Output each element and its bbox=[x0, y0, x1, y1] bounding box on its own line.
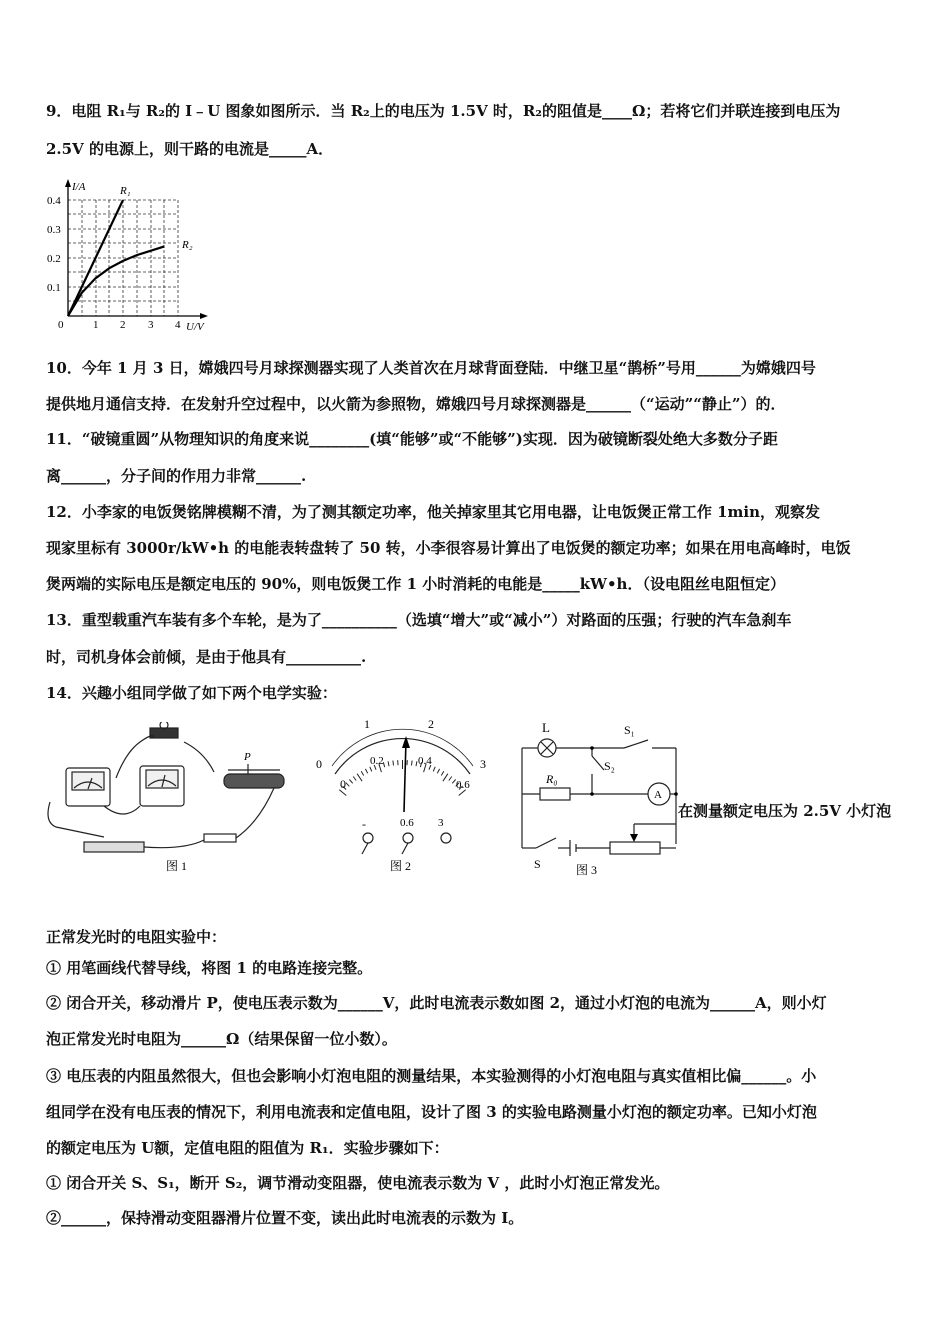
dial-tick bbox=[412, 761, 413, 766]
dial-tick bbox=[357, 774, 362, 782]
inner-scale: 0 bbox=[340, 777, 346, 791]
needle bbox=[404, 740, 406, 812]
y-tick: 0.3 bbox=[47, 224, 61, 236]
dial-tick bbox=[346, 783, 349, 787]
y-axis-label: I/A bbox=[72, 181, 86, 193]
y-tick: 0.1 bbox=[47, 282, 61, 294]
dial-tick bbox=[349, 780, 352, 784]
dial-tick bbox=[433, 767, 435, 772]
switch bbox=[204, 834, 236, 842]
figure-1-caption: 图 1 bbox=[166, 859, 188, 873]
dial-tick bbox=[361, 771, 364, 775]
q14-s1: ① 用笔画线代替导线，将图 1 的电路连接完整。 bbox=[46, 959, 373, 977]
x-tick: 3 bbox=[148, 319, 154, 331]
figure-3-caption: 图 3 bbox=[576, 863, 598, 877]
q12-line2: 现家里标有 3000r/kW•h 的电能表转盘转了 50 转，小李很容易计算出了电饭煲的额定功率；如果在用电高峰时，电饭 bbox=[46, 539, 851, 557]
q13-line1: 13．重型载重汽车装有多个车轮，是为了__________（选填“增大”或“减小”）对路面的压强；行驶的汽车急刹车 bbox=[46, 611, 792, 629]
terminal-label: - bbox=[362, 817, 366, 831]
s1-label: S₁ bbox=[624, 723, 635, 737]
dial-tick bbox=[370, 767, 372, 772]
q12-line3: 煲两端的实际电压是额定电压的 90%，则电饭煲工作 1 小时消耗的电能是_____kW•h．（设电阻丝电阻恒定） bbox=[46, 575, 785, 593]
q14-step1: ① 闭合开关 S、S₁，断开 S₂，调节滑动变阻器，使电流表示数为 V ，此时小灯泡正常发光。 bbox=[46, 1174, 670, 1192]
outer-scale: 0 bbox=[316, 757, 322, 771]
r2-series-line bbox=[68, 246, 164, 316]
dial-ticks bbox=[339, 760, 465, 796]
battery-box bbox=[84, 842, 144, 852]
rheostat bbox=[224, 774, 284, 788]
q13-line2: 时，司机身体会前倾，是由于他具有__________. bbox=[46, 648, 367, 666]
outer-scale: 2 bbox=[428, 717, 434, 731]
q14-s2b: 泡正常发光时电阻为______Ω（结果保留一位小数）。 bbox=[46, 1030, 397, 1048]
ammeter-label: A bbox=[654, 789, 662, 801]
y-tick: 0.2 bbox=[47, 253, 61, 265]
q14-intro: 14．兴趣小组同学做了如下两个电学实验： bbox=[46, 684, 337, 702]
q14-cont: 正常发光时的电阻实验中： bbox=[46, 928, 227, 946]
dial-tick bbox=[437, 769, 439, 773]
q14-step2: ②______，保持滑动变阻器滑片位置不变，读出此时电流表的示数为 I。 bbox=[46, 1209, 524, 1227]
s-label: S bbox=[534, 857, 541, 871]
figure-1-apparatus bbox=[44, 722, 294, 882]
x-tick: 4 bbox=[175, 319, 181, 331]
switch-s1 bbox=[624, 740, 648, 748]
slider-p-label: P bbox=[244, 751, 251, 763]
terminal-label: 0.6 bbox=[400, 817, 414, 829]
rheostat bbox=[610, 842, 660, 854]
dial-tick bbox=[449, 777, 452, 781]
terminal bbox=[363, 833, 373, 843]
resistor-r0 bbox=[540, 788, 570, 800]
dial-tick bbox=[441, 771, 444, 775]
origin-label: 0 bbox=[58, 319, 64, 331]
dial-tick bbox=[388, 761, 389, 766]
s2-label: S₂ bbox=[604, 759, 615, 773]
dial-tick bbox=[416, 761, 417, 766]
x-tick: 1 bbox=[93, 319, 99, 331]
dial-tick bbox=[393, 761, 394, 766]
r0-label: R₀ bbox=[546, 772, 558, 786]
figure-2-ammeter-dial bbox=[310, 712, 500, 882]
q14-s3a: ③ 电压表的内阻虽然很大，但也会影响小灯泡电阻的测量结果，本实验测得的小灯泡电阻与真实值相比偏______。小 bbox=[46, 1067, 817, 1085]
switch-s2 bbox=[592, 756, 604, 770]
outer-scale: 1 bbox=[364, 717, 370, 731]
chart-grid bbox=[68, 200, 178, 316]
y-tick: 0.4 bbox=[47, 195, 61, 207]
q12-line1: 12．小李家的电饭煲铭牌模糊不清，为了测其额定功率，他关掉家里其它用电器，让电饭煲正常工作 1min，观察发 bbox=[46, 503, 821, 521]
inner-scale: 0.2 bbox=[370, 755, 384, 767]
dial-tick bbox=[353, 777, 356, 781]
q10-line1: 10．今年 1 月 3 日，嫦娥四号月球探测器实现了人类首次在月球背面登陆．中继卫星“鹊桥”号用______为嫦娥四号 bbox=[46, 359, 816, 377]
outer-scale: 3 bbox=[480, 757, 486, 771]
terminal bbox=[441, 833, 451, 843]
q11-line1: 11．“破镜重圆”从物理知识的角度来说________(填“能够”或“不能够”)实现．因为破镜断裂处绝大多数分子距 bbox=[46, 430, 778, 448]
terminal-label: 3 bbox=[438, 817, 444, 829]
iu-chart bbox=[44, 176, 224, 336]
figure-3-circuit bbox=[512, 712, 684, 882]
inner-scale: 0.4 bbox=[418, 755, 432, 767]
inner-scale: 0.6 bbox=[456, 779, 470, 791]
x-axis-label: U/V bbox=[186, 321, 204, 333]
q9-line2: 2.5V 的电源上，则干路的电流是_____A． bbox=[46, 140, 334, 158]
q14-s3c: 的额定电压为 U额，定值电阻的阻值为 R₁．实验步骤如下： bbox=[46, 1139, 449, 1157]
q14-side-text: 在测量额定电压为 2.5V 小灯泡 bbox=[678, 802, 892, 820]
terminal bbox=[403, 833, 413, 843]
switch-s bbox=[536, 838, 556, 848]
x-tick: 2 bbox=[120, 319, 126, 331]
q10-line2: 提供地月通信支持．在发射升空过程中，以火箭为参照物，嫦娥四号月球探测器是______（“运动”“静止”）的． bbox=[46, 395, 786, 413]
q9-line1: 9．电阻 R₁与 R₂的 I﹣U 图象如图所示．当 R₂上的电压为 1.5V 时，R₂的阻值是____Ω；若将它们并联连接到电压为 bbox=[46, 102, 841, 120]
r1-label: R₁ bbox=[120, 185, 131, 197]
r2-label: R₂ bbox=[182, 239, 193, 251]
dial-tick bbox=[365, 769, 367, 773]
dial-tick bbox=[443, 774, 448, 782]
q14-s2a: ② 闭合开关，移动滑片 P，使电压表示数为______V，此时电流表示数如图 2，通过小灯泡的电流为______A，则小灯 bbox=[46, 994, 827, 1012]
lamp-label: L bbox=[542, 720, 550, 735]
q14-s3b: 组同学在没有电压表的情况下，利用电流表和定值电阻，设计了图 3 的实验电路测量小灯泡的额定功率。已知小灯泡 bbox=[46, 1103, 817, 1121]
figure-2-caption: 图 2 bbox=[390, 859, 412, 873]
q11-line2: 离______，分子间的作用力非常______. bbox=[46, 467, 307, 485]
